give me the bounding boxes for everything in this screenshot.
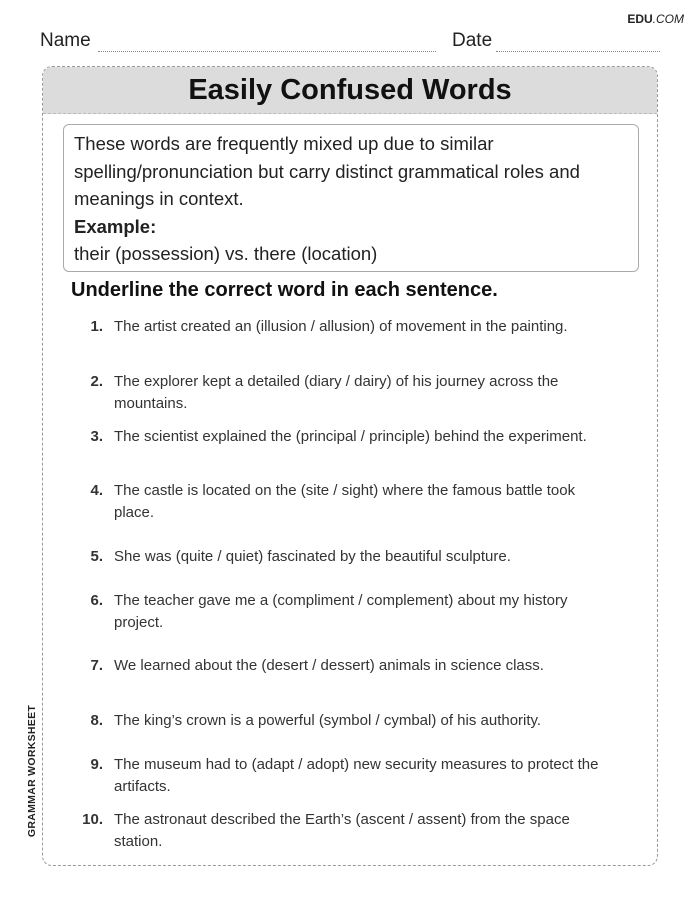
question-text[interactable]: The scientist explained the (principal / principle) behind the experiment. [114, 428, 587, 445]
side-label: GRAMMAR WORKSHEET [26, 704, 38, 838]
brand-logo: EDU.COM [627, 12, 684, 26]
question-item [73, 590, 613, 634]
question-text[interactable]: The museum had to (adapt / adopt) new security measures to protect the artifacts. [114, 756, 599, 795]
question-number: 10. [82, 811, 103, 828]
question-item [73, 655, 613, 677]
header-row [40, 30, 660, 52]
question-text[interactable]: The explorer kept a detailed (diary / dairy) of his journey across the mountains. [114, 373, 559, 412]
question-text[interactable]: The castle is located on the (site / sight) where the famous battle took place. [114, 482, 576, 521]
question-text[interactable]: We learned about the (desert / dessert) animals in science class. [114, 657, 544, 674]
info-box [63, 124, 639, 272]
question-number: 5. [90, 548, 103, 565]
date-line[interactable] [496, 51, 660, 52]
question-number: 7. [90, 657, 103, 674]
question-text[interactable]: The king’s crown is a powerful (symbol / cymbal) of his authority. [114, 712, 542, 729]
question-item [73, 426, 613, 448]
question-item [73, 546, 613, 568]
date-label: Date [452, 30, 493, 51]
question-item [73, 480, 613, 524]
question-item [73, 710, 613, 732]
instruction: Underline the correct word in each sentence. [71, 279, 498, 301]
worksheet-title: Easily Confused Words [43, 67, 657, 114]
question-number: 8. [90, 712, 103, 729]
question-item [73, 809, 613, 853]
question-item [73, 316, 613, 338]
question-item [73, 371, 613, 415]
question-number: 6. [90, 592, 103, 609]
question-item [73, 754, 613, 798]
example-text: their (possession) vs. there (location) [74, 243, 378, 264]
worksheet-card [42, 66, 658, 866]
question-text[interactable]: The artist created an (illusion / allusion) of movement in the painting. [114, 318, 568, 335]
question-number: 9. [90, 756, 103, 773]
name-label: Name [40, 30, 91, 51]
info-description: These words are frequently mixed up due to similar spelling/pronunciation but carry distinct grammatical roles and meanings in context. [74, 133, 580, 209]
question-number: 4. [90, 482, 103, 499]
name-line[interactable] [98, 51, 436, 52]
example-label: Example: [74, 215, 157, 237]
question-text[interactable]: The teacher gave me a (compliment / complement) about my history project. [114, 592, 568, 631]
question-number: 1. [90, 318, 103, 335]
question-text[interactable]: The astronaut described the Earth’s (ascent / assent) from the space station. [114, 811, 570, 850]
question-number: 3. [90, 428, 103, 445]
question-number: 2. [90, 373, 103, 390]
question-text[interactable]: She was (quite / quiet) fascinated by the beautiful sculpture. [114, 548, 511, 565]
